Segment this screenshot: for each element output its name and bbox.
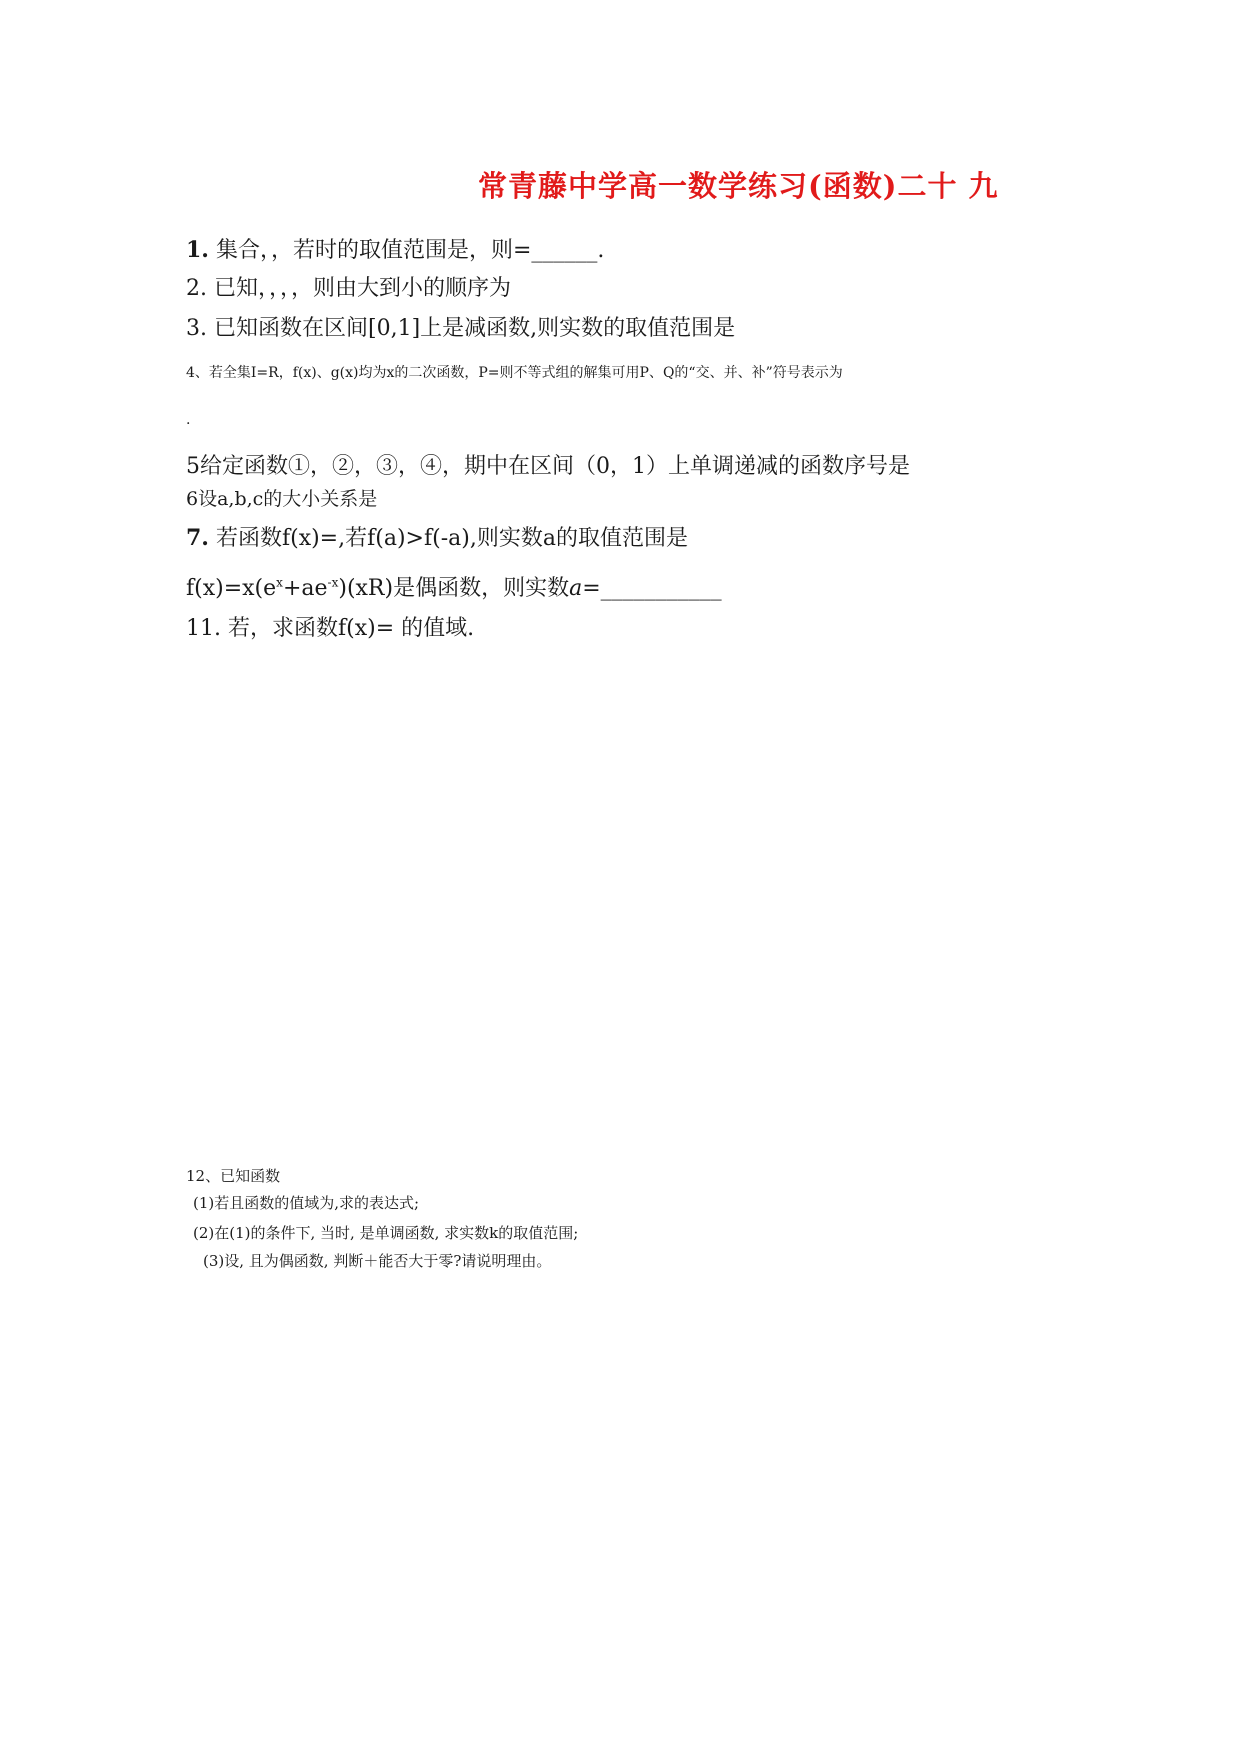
question-1-end: .: [597, 238, 605, 263]
even-function-prefix: f(x)=x(e: [186, 576, 277, 601]
question-12-part-1: (1)若且函数的值域为,求的表达式;: [193, 1194, 420, 1212]
question-5-text: 5给定函数①，②，③，④，期中在区间（0，1）上单调递减的函数序号是: [186, 454, 910, 479]
even-function-sup-2: -x: [327, 575, 339, 590]
question-4-text: 4、若全集I=R，f(x)、g(x)均为x的二次函数，P=则不等式组的解集可用P、Q的“交、并、补”符号表示为: [186, 365, 843, 381]
even-function-suffix: )(xR)是偶函数，则实数: [338, 576, 570, 601]
question-12-part-3: (3)设, 且为偶函数, 判断＋能否大于零?请说明理由。: [203, 1252, 552, 1270]
even-function-eq: =: [582, 576, 601, 601]
question-1-text: 集合，，若时的取值范围是，则=: [215, 238, 532, 263]
question-12-heading: 12、已知函数: [186, 1167, 281, 1185]
question-7: [186, 521, 688, 552]
question-2-number: 2.: [186, 276, 207, 301]
question-3-number: 3.: [186, 316, 207, 341]
even-function-mid: +ae: [282, 576, 328, 601]
question-1: [186, 233, 604, 264]
question-3-text: 已知函数在区间[0,1]上是减函数,则实数的取值范围是: [214, 316, 736, 341]
question-11-text: 若，求函数f(x)= 的值域.: [228, 616, 475, 641]
even-function-blank: ___________: [600, 576, 722, 601]
question-6: [186, 484, 377, 511]
question-6-text: 6设a,b,c的大小关系是: [186, 488, 378, 510]
question-11-number: 11.: [186, 616, 221, 641]
question-1-number: 1.: [186, 237, 209, 263]
even-function-var: a: [569, 576, 583, 601]
question-4-dot: .: [186, 412, 191, 428]
question-7-number: 7.: [186, 525, 209, 551]
question-3: [186, 311, 735, 342]
question-5: [186, 449, 910, 480]
question-4: [186, 362, 843, 382]
question-1-blank: ______: [531, 238, 598, 263]
question-12-part-2: (2)在(1)的条件下, 当时, 是单调函数, 求实数k的取值范围;: [193, 1224, 579, 1242]
question-even-function: [186, 571, 722, 602]
question-2: [186, 271, 511, 302]
question-11: [186, 611, 474, 642]
page-title: 常青藤中学高一数学练习(函数)二十 九: [478, 169, 999, 203]
question-2-text: 已知，，，，则由大到小的顺序为: [214, 276, 512, 301]
question-7-text: 若函数f(x)=,若f(a)>f(-a),则实数a的取值范围是: [215, 526, 688, 551]
even-function-sup-1: x: [276, 575, 283, 590]
